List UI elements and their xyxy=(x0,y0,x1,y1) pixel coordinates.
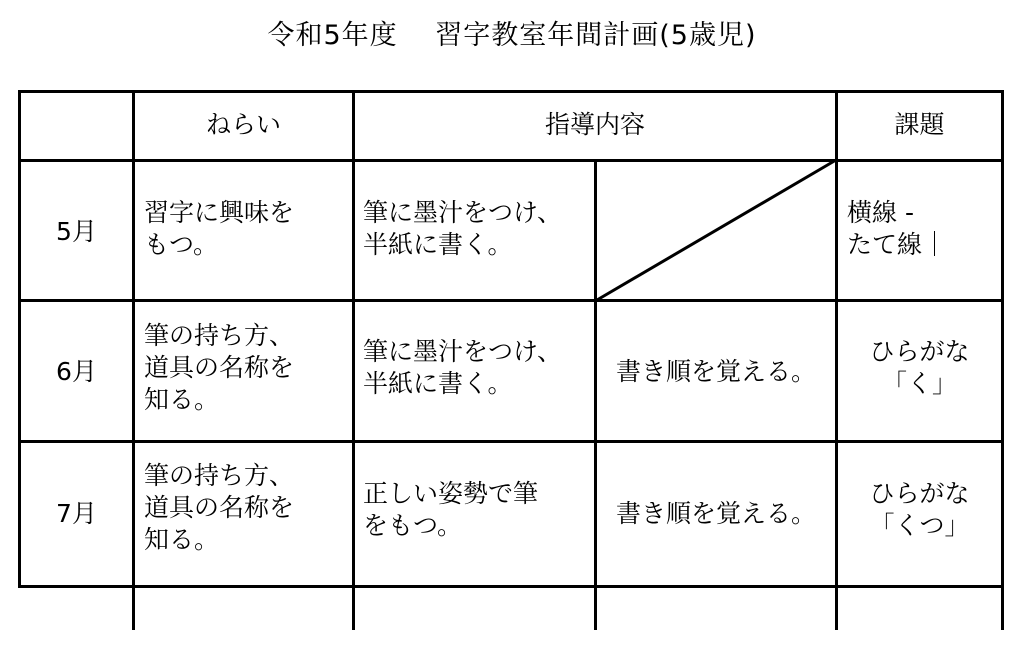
annual-plan-table xyxy=(18,90,1004,650)
row-3-aim: 筆の持ち方、 道具の名称を 知る。 xyxy=(144,461,295,554)
row-3-guidance-1: 正しい姿勢で筆 をもつ。 xyxy=(363,479,539,540)
row-1-task: 横線 ‐ たて線｜ xyxy=(847,198,948,259)
row-2-task: ひらがな 「く」 xyxy=(869,337,970,398)
header-task: 課題 xyxy=(894,110,945,139)
row-3-month: 7月 xyxy=(56,499,97,528)
row-2-guidance-2: 書き順を覚える。 xyxy=(615,357,816,386)
document-title: 令和5年度 習字教室年間計画(5歳児) xyxy=(267,20,757,51)
row-2-month: 6月 xyxy=(56,357,97,386)
row-3-guidance-2: 書き順を覚える。 xyxy=(615,499,816,528)
row-1-guidance-1: 筆に墨汁をつけ、 半紙に書く。 xyxy=(363,198,563,259)
row-3-task: ひらがな 「くつ」 xyxy=(869,479,970,540)
header-aim: ねらい xyxy=(205,110,281,139)
row-2-aim: 筆の持ち方、 道具の名称を 知る。 xyxy=(144,321,295,414)
row-1-month: 5月 xyxy=(56,217,97,246)
row-1-aim: 習字に興味を もつ。 xyxy=(144,198,295,259)
row-2-guidance-1: 筆に墨汁をつけ、 半紙に書く。 xyxy=(363,337,563,398)
header-guidance: 指導内容 xyxy=(544,110,645,139)
